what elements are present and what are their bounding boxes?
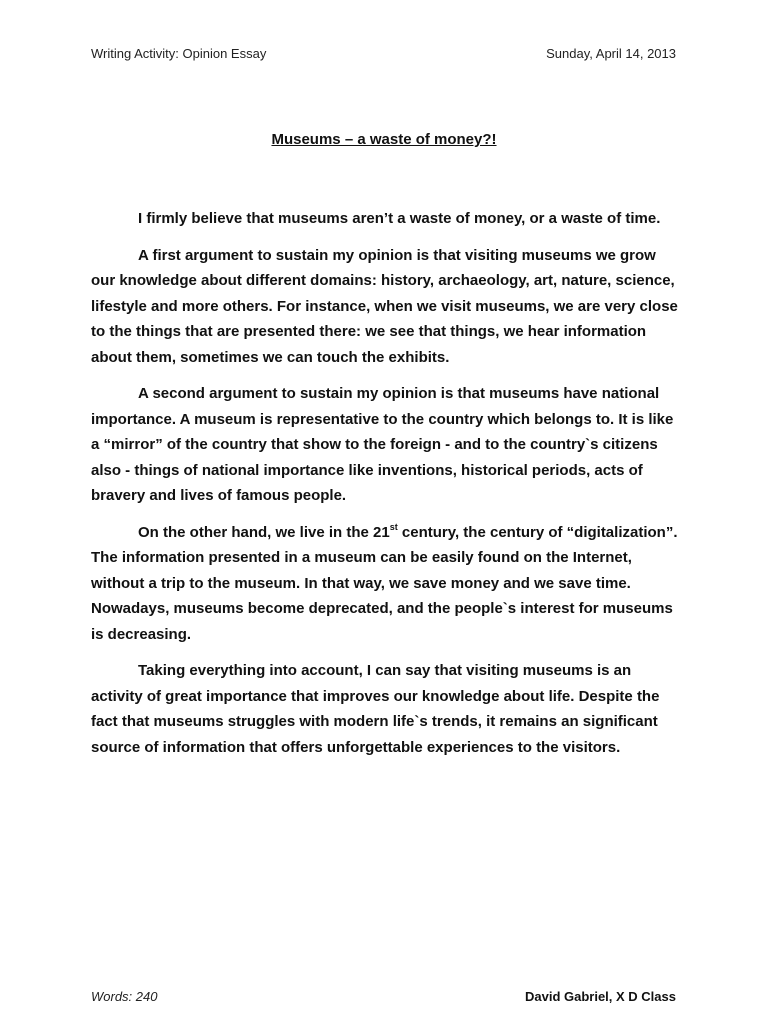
paragraph-counter-argument [91, 520, 679, 648]
footer-author: David Gabriel, X D Class [524, 989, 676, 1004]
paragraph-intro: I firmly believe that museums aren’t a waste of money, or a waste of time. [138, 210, 661, 227]
essay-title: Museums – a waste of money?! [271, 131, 497, 148]
ordinal-superscript: st [389, 521, 398, 532]
header-date: Sunday, April 14, 2013 [546, 46, 676, 61]
paragraph-second-argument: A second argument to sustain my opinion is that museums have national importance. A museum is representative to the country which belongs to. It is like a “mirror” of the country that show to the foreign - and to the country`s citizens also - things of national importance like inventions, historical periods, acts of bravery and lives of famous people. [91, 385, 674, 504]
header-activity-label: Writing Activity: Opinion Essay [91, 46, 267, 61]
paragraph-first-argument: A first argument to sustain my opinion is that visiting museums we grow our knowledge about different domains: history, archaeology, art, nature, science, lifestyle and more others. For instance, when we visit museums, we are very close to the things that are presented there: we see that things, we hear information about them, sometimes we can touch the exhibits. [91, 246, 678, 366]
paragraph-conclusion: Taking everything into account, I can say that visiting museums is an activity of great importance that improves our knowledge about life. Despite the fact that museums struggles with modern life`s trends, it remains an significant source of information that offers unforgettable experiences to the visitors. [91, 662, 660, 756]
essay-body [91, 206, 679, 771]
counter-argument-text-end: century, the century of “digitalization”. The information presented in a museum can be easily found on the Internet, without a trip to the museum. In that way, we save money and we save time. Nowadays, museums become deprecated, and the people`s interest for museums is decreasing. [91, 523, 678, 643]
counter-argument-text-start: On the other hand, we live in the 21 [138, 523, 390, 541]
footer-word-count: Words: 240 [91, 989, 158, 1004]
